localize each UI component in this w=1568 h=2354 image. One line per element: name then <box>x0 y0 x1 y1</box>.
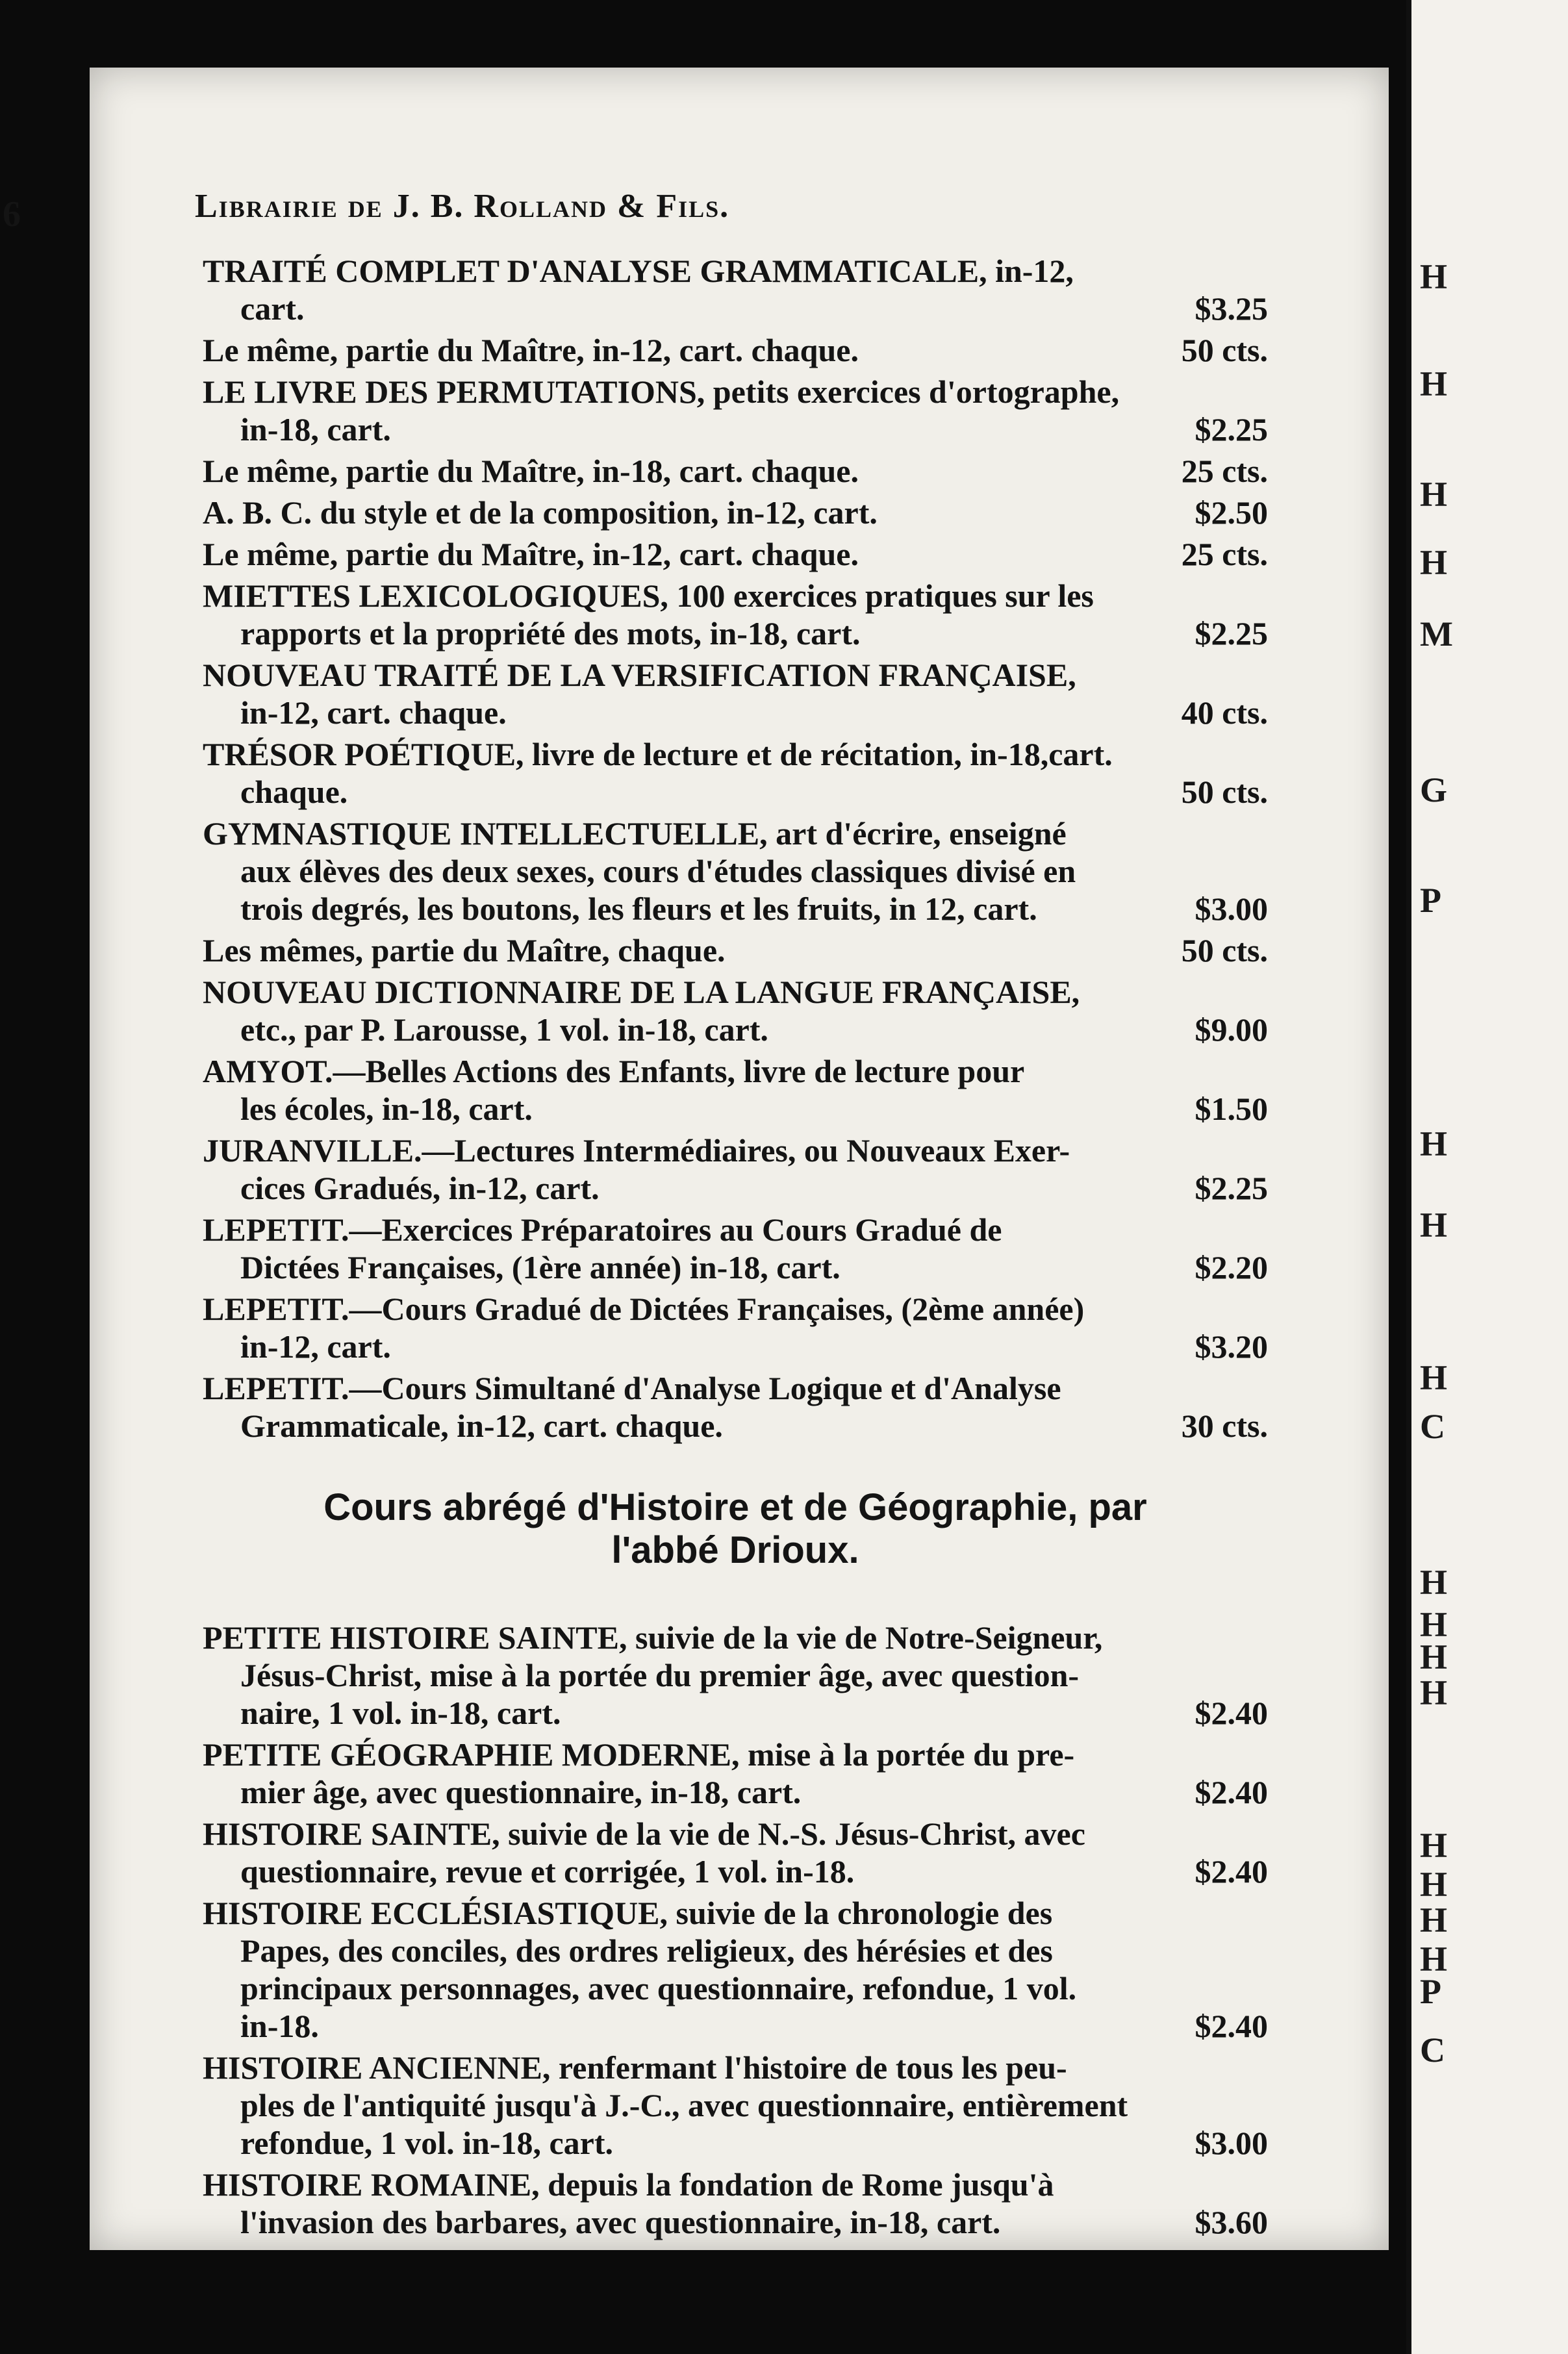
entry-text: Le même, partie du Maître, in-18, cart. chaque. <box>203 453 859 489</box>
entry-line <box>203 1052 1268 1090</box>
entry-line <box>203 535 1268 573</box>
entry-line <box>203 331 1268 369</box>
entry-text: LEPETIT.—Cours Simultané d'Analyse Logique et d'Analyse <box>203 1370 1061 1406</box>
entry-text: LE LIVRE DES PERMUTATIONS, petits exercices d'ortographe, <box>203 373 1120 410</box>
catalog-entry <box>203 373 1268 448</box>
entry-line <box>203 1736 1268 1773</box>
entry-text: PETITE GÉOGRAPHIE MODERNE, mise à la portée du pre- <box>203 1736 1075 1773</box>
entry-line <box>203 931 1268 969</box>
entry-line <box>203 815 1268 852</box>
entry-text: HISTOIRE ROMAINE, depuis la fondation de Rome jusqu'à <box>203 2166 1054 2203</box>
facing-page-letter: H <box>1420 1673 1448 1712</box>
entry-text: questionnaire, revue et corrigée, 1 vol. in-18. <box>240 1853 855 1890</box>
running-header <box>3 187 730 234</box>
entry-line <box>203 290 1268 327</box>
catalog-entry <box>203 494 1268 531</box>
entry-line <box>203 1248 1268 1286</box>
catalog-entry <box>203 1211 1268 1286</box>
facing-page-letter: G <box>1420 770 1448 809</box>
entry-text: cices Gradués, in-12, cart. <box>240 1170 600 1206</box>
entry-line <box>203 735 1268 773</box>
facing-page-letter: H <box>1420 1865 1448 1904</box>
entry-line <box>203 656 1268 694</box>
facing-page-letter: P <box>1420 1972 1441 2011</box>
section-title-line2: l'abbé Drioux. <box>611 1529 859 1571</box>
entry-line <box>203 2086 1268 2124</box>
entry-price: $2.25 <box>1195 1170 1268 1206</box>
facing-page-letter: P <box>1420 881 1441 920</box>
entry-text: A. B. C. du style et de la composition, in-12, cart. <box>203 494 878 531</box>
entry-line <box>203 773 1268 811</box>
facing-page-letter: H <box>1420 475 1448 514</box>
entry-line <box>203 1969 1268 2007</box>
catalog-content <box>203 252 1268 2245</box>
entry-text: aux élèves des deux sexes, cours d'études classiques divisé en <box>240 853 1076 889</box>
facing-page-letter: C <box>1420 2031 1445 2069</box>
entry-text: NOUVEAU TRAITÉ DE LA VERSIFICATION FRANÇAISE, <box>203 657 1076 693</box>
entry-price: $3.00 <box>1195 2125 1268 2161</box>
facing-page-letter: H <box>1420 364 1448 403</box>
entry-text: LEPETIT.—Cours Gradué de Dictées Françaises, (2ème année) <box>203 1291 1085 1327</box>
facing-page-letter: H <box>1420 1563 1448 1602</box>
entry-text: les écoles, in-18, cart. <box>240 1091 533 1127</box>
catalog-entry <box>203 931 1268 969</box>
catalog-entry <box>203 1290 1268 1365</box>
facing-page-letter: H <box>1420 1940 1448 1979</box>
entry-text: Dictées Françaises, (1ère année) in-18, cart. <box>240 1249 841 1285</box>
catalog-entry <box>203 1736 1268 1811</box>
entry-line <box>203 2124 1268 2162</box>
catalog-entry <box>203 1815 1268 1890</box>
entry-line <box>203 1369 1268 1407</box>
section-heading <box>203 1486 1268 1572</box>
entry-text: Les mêmes, partie du Maître, chaque. <box>203 932 726 968</box>
entry-price: $2.20 <box>1195 1249 1268 1285</box>
entry-price: $3.60 <box>1195 2204 1268 2240</box>
entry-line <box>203 1090 1268 1128</box>
entry-price: $2.40 <box>1195 1695 1268 1731</box>
entry-text: PETITE HISTOIRE SAINTE, suivie de la vie de Notre-Seigneur, <box>203 1619 1103 1656</box>
entry-text: in-12, cart. chaque. <box>240 694 507 731</box>
catalog-entry <box>203 577 1268 652</box>
running-head-title: Librairie de J. B. Rolland & Fils. <box>195 188 730 225</box>
entry-price: 25 cts. <box>1181 453 1268 489</box>
entry-text: mier âge, avec questionnaire, in-18, cart. <box>240 1774 802 1810</box>
entry-line <box>203 1932 1268 1969</box>
entry-text: Jésus-Christ, mise à la portée du premier âge, avec question- <box>240 1657 1080 1693</box>
facing-page-letter: H <box>1420 1605 1448 1644</box>
entry-line <box>203 1407 1268 1445</box>
catalog-entry <box>203 331 1268 369</box>
entry-text: LEPETIT.—Exercices Préparatoires au Cours Gradué de <box>203 1211 1002 1248</box>
entry-price: 40 cts. <box>1181 694 1268 731</box>
entry-line <box>203 577 1268 614</box>
entry-line <box>203 2203 1268 2241</box>
catalog-entry <box>203 973 1268 1048</box>
entry-text: NOUVEAU DICTIONNAIRE DE LA LANGUE FRANÇAISE, <box>203 974 1080 1010</box>
entry-text: etc., par P. Larousse, 1 vol. in-18, cart. <box>240 1011 768 1048</box>
entry-text: l'invasion des barbares, avec questionnaire, in-18, cart. <box>240 2204 1001 2240</box>
entry-line <box>203 2166 1268 2203</box>
entry-text: in-12, cart. <box>240 1328 391 1365</box>
entry-line <box>203 1290 1268 1328</box>
entry-text: TRÉSOR POÉTIQUE, livre de lecture et de récitation, in-18,cart. <box>203 736 1113 772</box>
facing-page-letter: H <box>1420 1638 1448 1677</box>
section-title-line1: Cours abrégé d'Histoire et de Géographie, par <box>323 1486 1147 1528</box>
entry-price: $3.20 <box>1195 1328 1268 1365</box>
entry-line <box>203 614 1268 652</box>
entry-line <box>203 2049 1268 2086</box>
entry-price: $2.40 <box>1195 1774 1268 1810</box>
entry-text: JURANVILLE.—Lectures Intermédiaires, ou Nouveaux Exer- <box>203 1132 1070 1169</box>
entry-text: HISTOIRE SAINTE, suivie de la vie de N.-S. Jésus-Christ, avec <box>203 1816 1085 1852</box>
entry-line <box>203 2007 1268 2045</box>
entry-text: in-18. <box>240 2008 319 2044</box>
facing-page-letter: H <box>1420 1124 1448 1163</box>
catalog-entry <box>203 452 1268 490</box>
entry-line <box>203 1169 1268 1207</box>
entry-text: ples de l'antiquité jusqu'à J.-C., avec questionnaire, entièrement <box>240 2087 1128 2123</box>
entry-price: $9.00 <box>1195 1011 1268 1048</box>
entry-line <box>203 1656 1268 1694</box>
entry-text: Grammaticale, in-12, cart. chaque. <box>240 1408 723 1444</box>
page-number: 6 <box>3 194 22 234</box>
catalog-entry <box>203 1619 1268 1732</box>
history-entries <box>203 1619 1268 2241</box>
facing-page-letter: M <box>1420 614 1453 653</box>
entry-price: $2.40 <box>1195 1853 1268 1890</box>
facing-page-letter: H <box>1420 257 1448 296</box>
entry-line <box>203 1815 1268 1853</box>
entry-text: GYMNASTIQUE INTELLECTUELLE, art d'écrire, enseigné <box>203 815 1067 852</box>
facing-page-letter: H <box>1420 1206 1448 1245</box>
catalog-entry <box>203 815 1268 928</box>
entry-text: Le même, partie du Maître, in-12, cart. chaque. <box>203 536 859 572</box>
entry-line <box>203 373 1268 411</box>
entry-price: $1.50 <box>1195 1091 1268 1127</box>
entry-price: 30 cts. <box>1181 1408 1268 1444</box>
entry-price: 50 cts. <box>1181 774 1268 810</box>
entry-line <box>203 1853 1268 1890</box>
entry-line <box>203 1132 1268 1169</box>
facing-page-letter: H <box>1420 1901 1448 1940</box>
facing-page-letter: H <box>1420 543 1448 582</box>
entry-line <box>203 1211 1268 1248</box>
entry-price: $3.25 <box>1195 290 1268 327</box>
entry-text: HISTOIRE ECCLÉSIASTIQUE, suivie de la chronologie des <box>203 1895 1053 1931</box>
entry-price: $3.00 <box>1195 891 1268 927</box>
entry-text: naire, 1 vol. in-18, cart. <box>240 1695 561 1731</box>
catalog-entry <box>203 2166 1268 2241</box>
entry-line <box>203 852 1268 890</box>
catalog-entry <box>203 1369 1268 1445</box>
entry-line <box>203 252 1268 290</box>
entry-price: 25 cts. <box>1181 536 1268 572</box>
entry-line <box>203 1011 1268 1048</box>
entry-line <box>203 694 1268 731</box>
entry-price: 50 cts. <box>1181 932 1268 968</box>
entry-price: $2.40 <box>1195 2008 1268 2044</box>
entry-line <box>203 1773 1268 1811</box>
entry-price: $2.25 <box>1195 411 1268 448</box>
entry-price: $2.50 <box>1195 494 1268 531</box>
entry-text: HISTOIRE ANCIENNE, renfermant l'histoire de tous les peu- <box>203 2049 1067 2086</box>
entry-price: $2.25 <box>1195 615 1268 652</box>
entry-text: principaux personnages, avec questionnaire, refondue, 1 vol. <box>240 1970 1077 2006</box>
catalog-entry <box>203 252 1268 327</box>
entry-line <box>203 973 1268 1011</box>
catalog-entry <box>203 1894 1268 2045</box>
entry-text: trois degrés, les boutons, les fleurs et les fruits, in 12, cart. <box>240 891 1037 927</box>
entry-text: Papes, des conciles, des ordres religieux, des hérésies et des <box>240 1932 1053 1969</box>
entry-text: TRAITÉ COMPLET D'ANALYSE GRAMMATICALE, in-12, <box>203 253 1074 289</box>
entry-line <box>203 890 1268 928</box>
facing-page-letter: C <box>1420 1407 1445 1446</box>
entry-price: 50 cts. <box>1181 332 1268 368</box>
entry-line <box>203 411 1268 448</box>
entry-text: refondue, 1 vol. in-18, cart. <box>240 2125 614 2161</box>
catalog-entry <box>203 2049 1268 2162</box>
entry-line <box>203 1894 1268 1932</box>
entry-text: in-18, cart. <box>240 411 391 448</box>
entry-line <box>203 1694 1268 1732</box>
catalog-entry <box>203 656 1268 731</box>
catalog-entry <box>203 735 1268 811</box>
grammar-entries <box>203 252 1268 1445</box>
catalog-entry <box>203 1132 1268 1207</box>
catalog-entry <box>203 1052 1268 1128</box>
facing-page-letter: H <box>1420 1826 1448 1865</box>
entry-text: AMYOT.—Belles Actions des Enfants, livre de lecture pour <box>203 1053 1025 1089</box>
entry-text: cart. <box>240 290 305 327</box>
entry-line <box>203 452 1268 490</box>
facing-page-letter: H <box>1420 1358 1448 1397</box>
entry-text: rapports et la propriété des mots, in-18, cart. <box>240 615 861 652</box>
catalog-entry <box>203 535 1268 573</box>
entry-line <box>203 1619 1268 1656</box>
entry-line <box>203 494 1268 531</box>
entry-text: Le même, partie du Maître, in-12, cart. chaque. <box>203 332 859 368</box>
entry-text: MIETTES LEXICOLOGIQUES, 100 exercices pratiques sur les <box>203 577 1094 614</box>
entry-line <box>203 1328 1268 1365</box>
entry-text: chaque. <box>240 774 348 810</box>
